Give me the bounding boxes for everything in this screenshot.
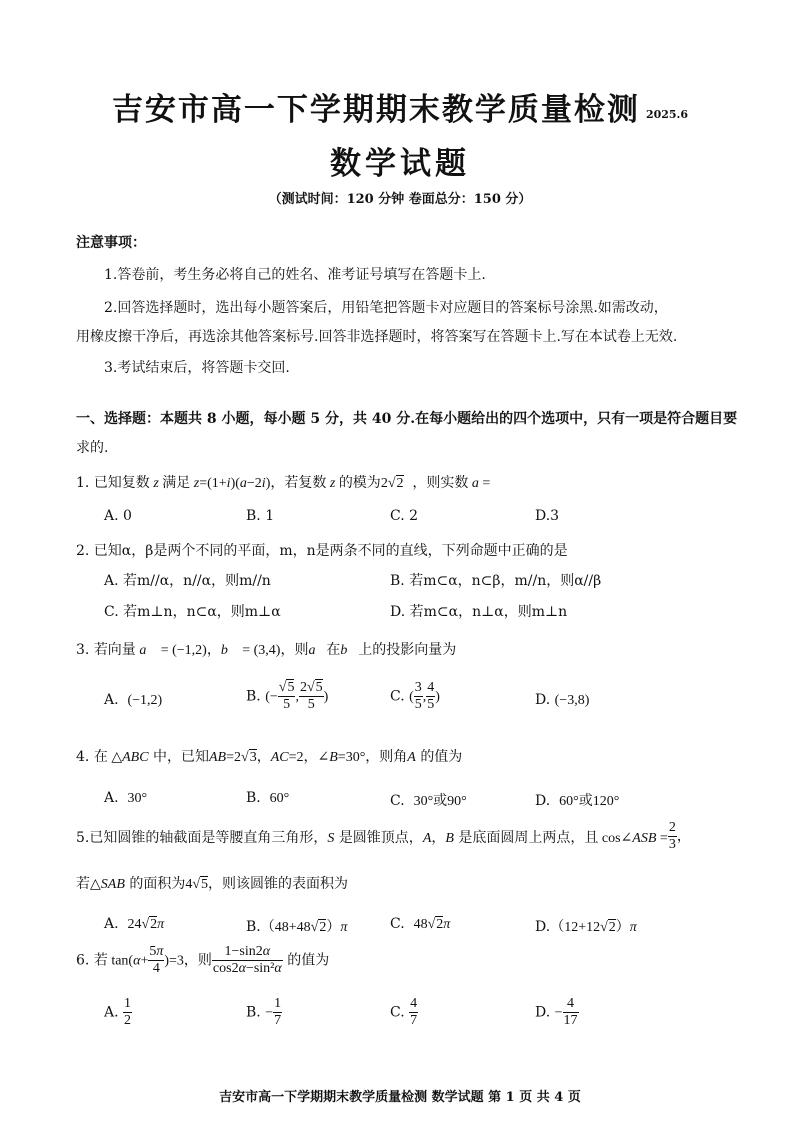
q3-option-a[interactable]: A. (−1,2) (104, 692, 163, 708)
q1-option-d[interactable]: D.3 (535, 508, 560, 524)
q2-option-c[interactable]: C. 若m⊥n，n⊂α，则m⊥α (104, 604, 281, 620)
q2-option-b[interactable]: B. 若m⊂α，n⊂β，m//n，则α//β (390, 573, 602, 589)
notes-heading: 注意事项： (76, 235, 146, 251)
q1-option-c[interactable]: C. 2 (390, 508, 419, 524)
q4-option-c[interactable]: C. 30°或90° (390, 793, 467, 809)
exam-title: 吉安市高一下学期期末教学质量检测 2025.6 (111, 92, 689, 128)
q5-option-a[interactable]: A. 24√2π (104, 916, 165, 932)
q6-option-b[interactable]: B. − $\frac{1}{7}$ (246, 996, 282, 1029)
exam-date: 2025.6 (645, 108, 689, 121)
q2-option-d[interactable]: D. 若m⊂α，n⊥α，则m⊥n (390, 604, 568, 620)
q6-option-d[interactable]: D. − $\frac{4}{17}$ (535, 996, 578, 1029)
question-6: 6. 若 tan(α+ $\frac{5\pi}{4}$ )=3，则 $\frac{1-\sin 2\alpha}{\text{cos2α−sin²α}}$ 的值为 (76, 944, 330, 977)
exam-subtitle: 数学试题 (330, 146, 470, 182)
q5-option-d[interactable]: D.（12+12√2）π (535, 919, 637, 935)
question-3: 3. 若向量 a⃗ = (−1,2)，b⃗ = (3,4)，则a⃗在b⃗上的投影向量为 (76, 642, 457, 658)
q4-option-b[interactable]: B. 60° (246, 790, 290, 806)
q1-option-b[interactable]: B. 1 (246, 508, 275, 524)
question-5: 5.已知圆锥的轴截面是等腰直角三角形，S 是圆锥顶点，A，B 是底面圆周上两点，且 cos∠ASB = $\frac{2}{3}$ ， (76, 820, 691, 853)
question-2: 2. 已知α，β是两个不同的平面，m，n是两条不同的直线，下列命题中正确的是 (76, 543, 568, 559)
note-item-2: 2.回答选择题时，选出每小题答案后，用铅笔把答题卡对应题目的答案标号涂黑.如需改动， (104, 300, 668, 316)
question-5-cont: 若△SAB 的面积为4√5，则该圆锥的表面积为 (76, 876, 349, 892)
q3-option-d[interactable]: D. (−3,8) (535, 692, 590, 708)
q1-option-a[interactable]: A. 0 (104, 508, 132, 524)
q6-option-c[interactable]: C. $\frac{4}{7}$ (390, 996, 418, 1029)
question-4: 4. 在 △ABC 中，已知AB=2√3，AC=2，∠B=30°，则角A 的值为 (76, 749, 463, 765)
q3-option-b[interactable]: B. (− $\frac{√5}{5}$ , $\frac{2√5}{5}$ ) (246, 680, 329, 713)
q4-option-a[interactable]: A. 30° (104, 790, 148, 806)
q5-option-c[interactable]: C. 48√2π (390, 916, 451, 932)
note-item-2-cont: 用橡皮擦干净后，再选涂其他答案标号.回答非选择题时，将答案写在答题卡上.写在本试卷上无效. (76, 329, 678, 345)
q5-option-b[interactable]: B.（48+48√2）π (246, 919, 348, 935)
section-heading-cont: 求的. (76, 440, 109, 456)
q4-option-d[interactable]: D. 60°或120° (535, 793, 620, 809)
section-heading: 一、选择题：本题共 8 小题，每小题 5 分，共 40 分.在每小题给出的四个选项中，只有一项是符合题目要 (76, 411, 738, 427)
question-1: 1. 已知复数 z 满足 z=(1+i)(a−2i)，若复数 z 的模为2√2 ，则实数 a = (76, 475, 491, 491)
q6-option-a[interactable]: A. $\frac{1}{2}$ (104, 996, 132, 1029)
q2-option-a[interactable]: A. 若m//α，n//α，则m//n (104, 573, 271, 589)
note-item-1: 1.答卷前，考生务必将自己的姓名、准考证号填写在答题卡上. (104, 267, 486, 283)
note-item-3: 3.考试结束后，将答题卡交回. (104, 360, 290, 376)
q3-option-c[interactable]: C. ( $\frac{3}{5}$ , $\frac{4}{5}$ ) (390, 680, 440, 713)
page-footer: 吉安市高一下学期期末教学质量检测 数学试题 第 1 页 共 4 页 (219, 1090, 581, 1105)
exam-info: （测试时间：120 分钟 卷面总分：150 分） (268, 192, 532, 207)
